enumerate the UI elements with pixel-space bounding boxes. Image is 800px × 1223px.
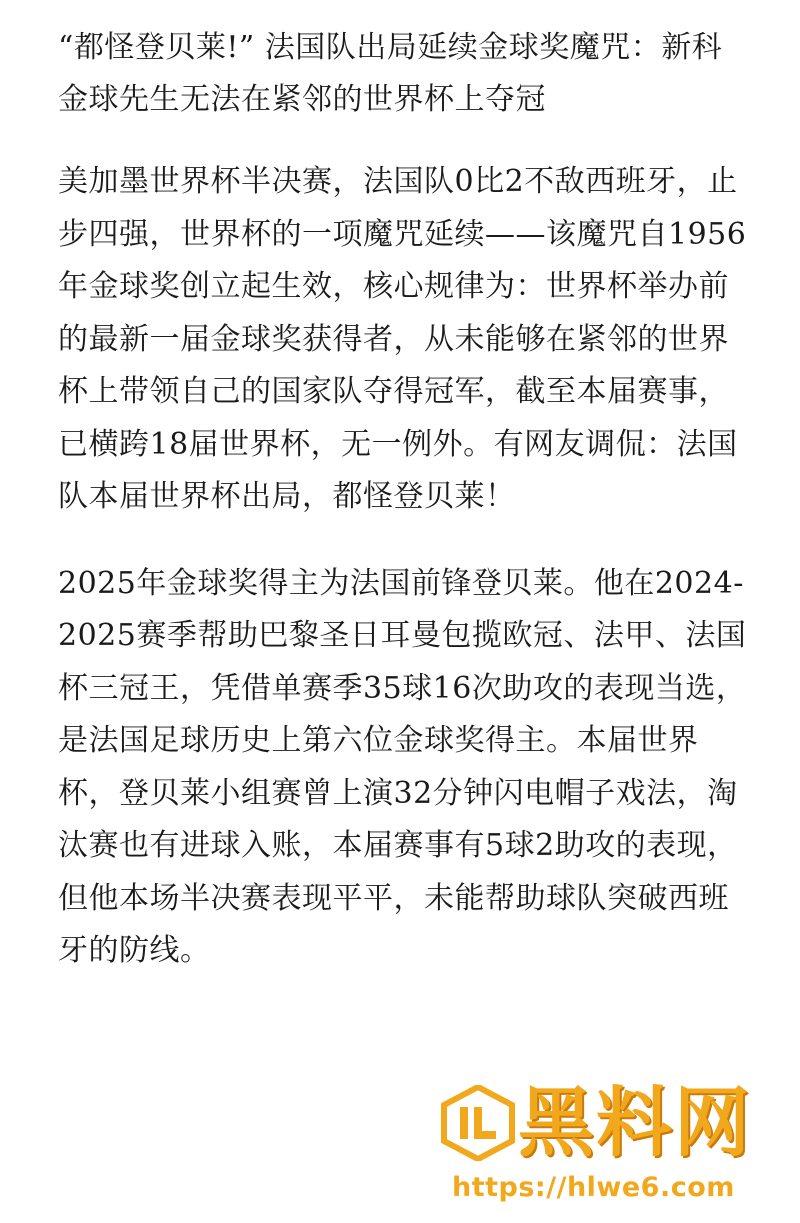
- article: [58, 22, 748, 978]
- hl-shield-logo-icon: [440, 1085, 516, 1161]
- watermark-brand: 黑料网: [518, 1078, 752, 1167]
- article-title: “都怪登贝莱!” 法国队出局延续金球奖魔咒：新科金球先生无法在紧邻的世界杯上夺冠: [58, 30, 723, 117]
- article-paragraph-2: 2025年金球奖得主为法国前锋登贝莱。他在2024-2025赛季帮助巴黎圣日耳曼包揽欧冠、法甲、法国杯三冠王，凭借单赛季35球16次助攻的表现当选，是法国足球历史上第六位金球奖得主。本届世界杯，登贝莱小组赛曾上演32分钟闪电帽子戏法，淘汰赛也有进球入账，本届赛事有5球2助攻的表现，但他本场半决赛表现平平，未能帮助球队突破西班牙的防线。: [58, 565, 747, 968]
- watermark: [440, 1080, 790, 1210]
- article-paragraph-1: 美加墨世界杯半决赛，法国队0比2不敌西班牙，止步四强，世界杯的一项魔咒延续——该魔咒自1956年金球奖创立起生效，核心规律为：世界杯举办前的最新一届金球奖获得者，从未能够在紧邻的世界杯上带领自己的国家队夺得冠军，截至本届赛事，已横跨18届世界杯，无一例外。有网友调侃：法国队本届世界杯出局，都怪登贝莱！: [58, 164, 747, 514]
- watermark-url: https://hlwe6.com: [452, 1172, 735, 1203]
